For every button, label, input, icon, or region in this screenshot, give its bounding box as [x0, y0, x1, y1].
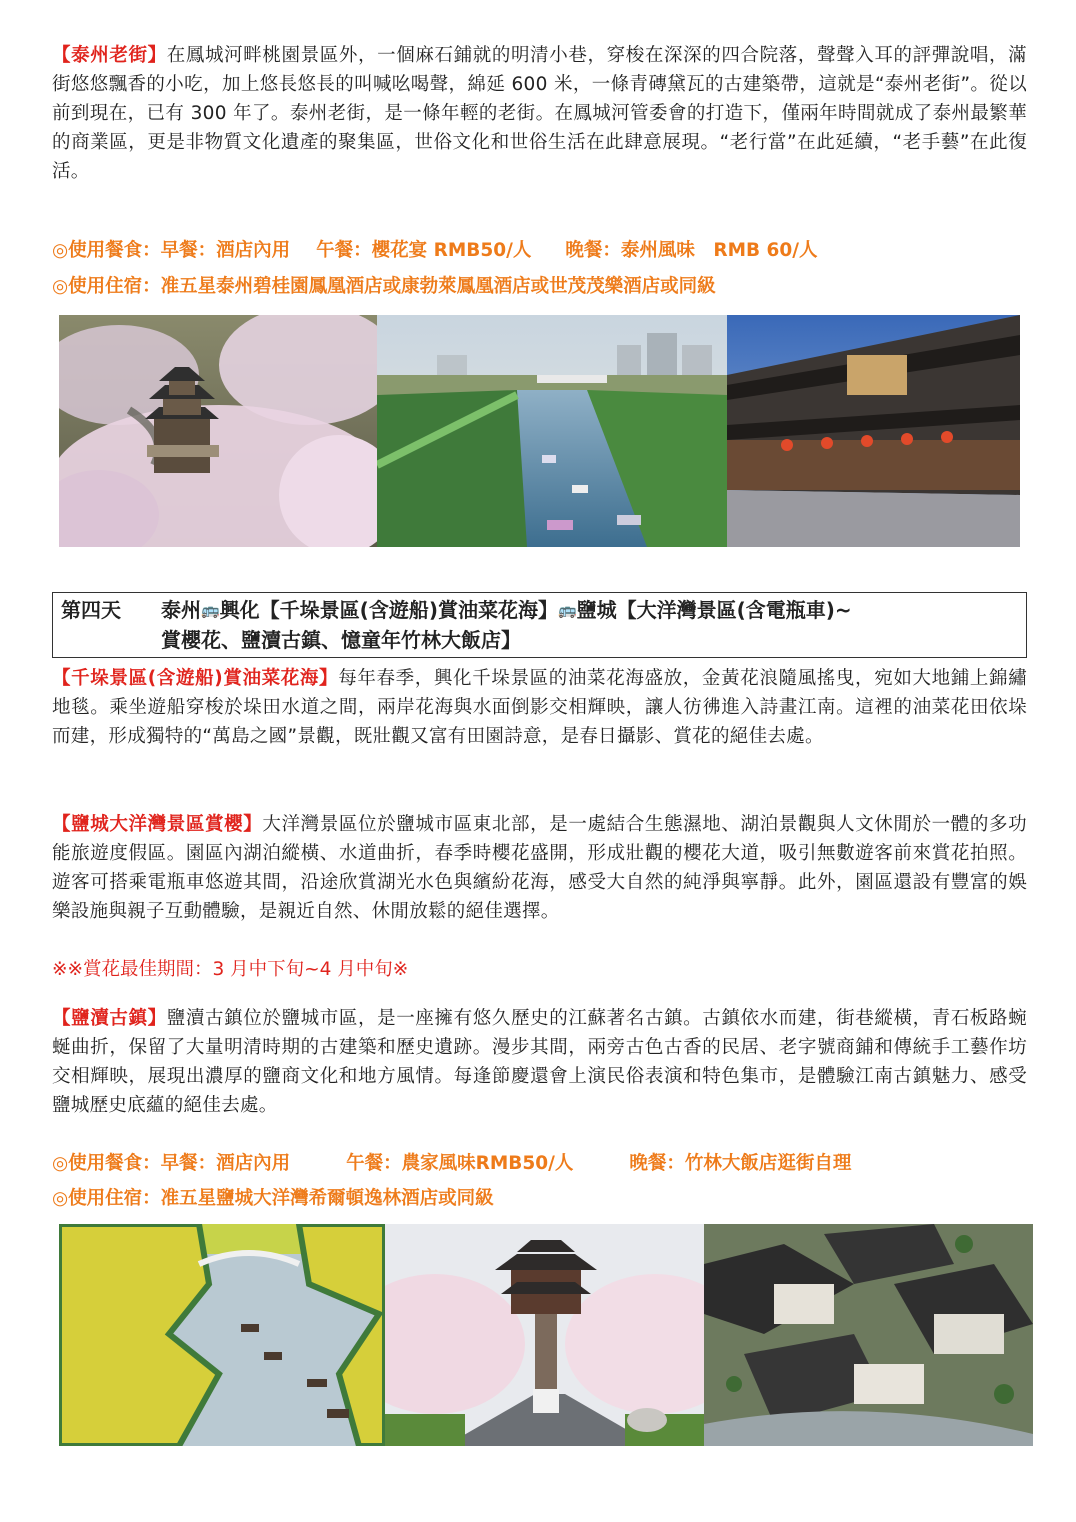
yandu-paragraph: [52, 1004, 1027, 1120]
taizhou-old-street-paragraph: [52, 41, 1027, 186]
breakfast-text: ◎使用餐食：早餐：酒店內用: [52, 240, 291, 261]
route-stop2: 鹽城【大洋灣景區(含電瓶車)~: [576, 598, 852, 622]
section-title: 【千垛景區(含遊船)賞油菜花海】: [52, 668, 339, 689]
route-from: 泰州: [161, 598, 201, 622]
hotel-text: ◎使用住宿：准五星鹽城大洋灣希爾頓逸林酒店或同級: [52, 1188, 494, 1209]
section-body: 每年春季，興化千垛景區的油菜花海盛放，金黃花浪隨風搖曳，宛如大地鋪上錦繡地毯。乘坐遊船穿梭於垛田水道之間，兩岸花海與水面倒影交相輝映，讓人彷彿進入詩畫江南。這裡的油菜花田依垛而建，形成獨特的“萬島之國”景觀，既壯觀又富有田園詩意，是春日攝影、賞花的絕佳去處。: [52, 668, 1027, 747]
section-body: 在鳳城河畔桃園景區外，一個麻石鋪就的明清小巷，穿梭在深深的四合院落，聲聲入耳的評彈說唱，滿街悠悠飄香的小吃，加上悠長悠長的叫喊吆喝聲，綿延 600 米，一條青磚黛瓦的古建築帶，這就是“泰州老街”。從以前到現在，已有 300 年了。泰州老街，是一條年輕的老街。在鳳城河管委會的打造下，僅兩年時間就成了泰州最繁華的商業區，更是非物質文化遺產的聚集區，世俗文化和世俗生活在此肆意展現。“老行當”在此延續，“老手藝”在此復活。: [52, 45, 1027, 182]
bus-icon: 🚌: [557, 601, 577, 619]
section-title: 【鹽城大洋灣景區賞櫻】: [52, 814, 263, 835]
photo-row-yancheng: [59, 1224, 1033, 1446]
cherry-avenue-tower-photo: [385, 1224, 704, 1446]
rapeseed-canal-photo: [59, 1224, 385, 1446]
route-stop1: 興化【千垛景區(含遊船)賞油菜花海】: [219, 598, 558, 622]
meals-line-day3: [52, 236, 818, 265]
section-body: 大洋灣景區位於鹽城市區東北部，是一處結合生態濕地、湖泊景觀與人文休閒於一體的多功能旅遊度假區。園區內湖泊縱橫、水道曲折，春季時櫻花盛開，形成壯觀的櫻花大道，吸引無數遊客前來賞花拍照。遊客可搭乘電瓶車悠遊其間，沿途欣賞湖光水色與繽紛花海，感受大自然的純淨與寧靜。此外，園區還設有豐富的娛樂設施與親子互動體驗，是親近自然、休閒放鬆的絕佳選擇。: [52, 814, 1027, 922]
day-route-line1: [161, 595, 852, 625]
lunch-text: 午餐：農家風味RMB50/人: [346, 1153, 574, 1174]
canal-city-photo: [377, 315, 727, 547]
hotel-line-day3: [52, 272, 716, 301]
old-street-shops-photo: [727, 315, 1020, 547]
photo-row-taizhou: [59, 315, 1020, 547]
meals-line-day4: [52, 1149, 851, 1178]
hotel-line-day4: [52, 1184, 494, 1213]
section-body: 鹽瀆古鎮位於鹽城市區，是一座擁有悠久歷史的江蘇著名古鎮。古鎮依水而建，街巷縱橫，青石板路蜿蜒曲折，保留了大量明清時期的古建築和歷史遺跡。漫步其間，兩旁古色古香的民居、老字號商鋪和傳統手工藝作坊交相輝映，展現出濃厚的鹽商文化和地方風情。每逢節慶還會上演民俗表演和特色集市，是體驗江南古鎮魅力、感受鹽城歷史底蘊的絕佳去處。: [52, 1008, 1027, 1116]
dinner-text: 晚餐：泰州風味 RMB 60/人: [565, 240, 818, 261]
day-route-line2: 賞櫻花、鹽瀆古鎮、憶童年竹林大飯店】: [161, 628, 521, 652]
bus-icon: 🚌: [201, 601, 220, 619]
best-period-note: ※※賞花最佳期間：3 月中下旬~4 月中旬※: [52, 959, 409, 980]
day4-header-box: [52, 592, 1027, 658]
ancient-town-aerial-photo: [704, 1224, 1033, 1446]
section-title: 【鹽瀆古鎮】: [52, 1008, 167, 1029]
breakfast-text: ◎使用餐食：早餐：酒店內用: [52, 1153, 291, 1174]
hotel-text: ◎使用住宿：准五星泰州碧桂園鳳凰酒店或康勃萊鳳凰酒店或世茂茂樂酒店或同級: [52, 276, 716, 297]
dayangwan-paragraph: [52, 810, 1027, 926]
dinner-text: 晚餐：竹林大飯店逛街自理: [629, 1153, 852, 1174]
section-title: 【泰州老街】: [52, 45, 167, 66]
lunch-text: 午餐：櫻花宴 RMB50/人: [316, 240, 532, 261]
day-label: 第四天: [61, 598, 121, 622]
qianduo-paragraph: [52, 664, 1027, 751]
cherry-blossom-pavilion-photo: [59, 315, 377, 547]
